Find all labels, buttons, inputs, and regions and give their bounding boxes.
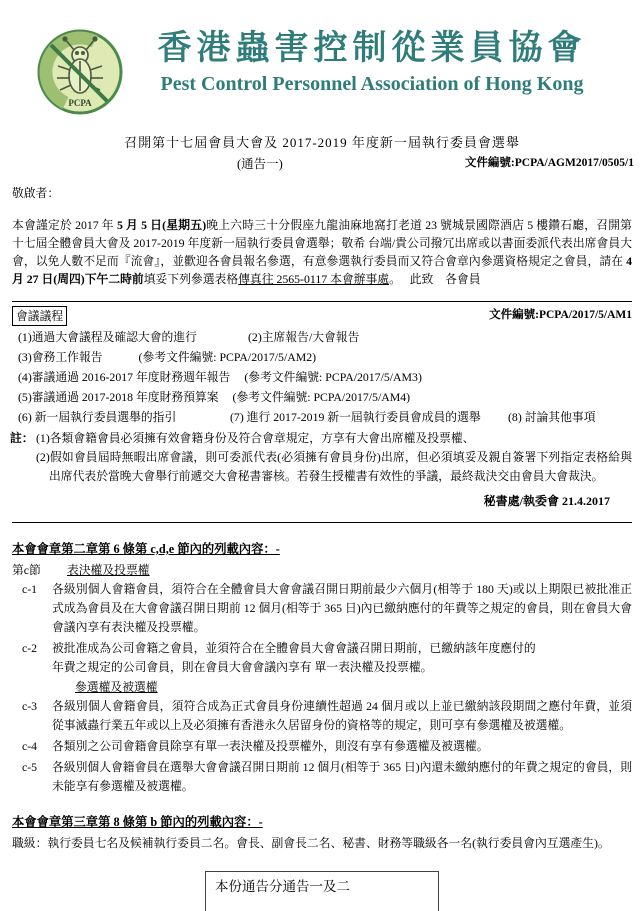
agenda-item-4: (4)審議通過 2016-2017 年度財務週年報告 xyxy=(18,370,231,384)
divider-middle xyxy=(12,522,632,523)
clause-c2-text xyxy=(52,639,632,677)
subsection-title: 參選權及被選權 xyxy=(75,680,158,694)
fax-instruction: 傳真往 2565-0117 本會辦事處 xyxy=(238,272,390,286)
clause-c2-line1: 被批准成為公司會籍之會員，並須符合在全體會員大會會議召開日期前，已繳納該年度應付的 xyxy=(52,641,536,655)
logo-text: PCPA xyxy=(68,98,92,108)
main-paragraph xyxy=(12,216,632,288)
clause-c2-line2: 年費之規定的公司會員，則在會員大會會議內享有 單一表決權及投票權。 xyxy=(52,660,433,674)
body-seg7: 。 此致 各會員 xyxy=(389,272,481,286)
clause-c4-text: 各類別之公司會籍會員除享有單一表決權及投票權外，則沒有享有參選權及被選權。 xyxy=(52,739,489,753)
agenda-item-6: (6) 新一屆執行委員選舉的指引 xyxy=(18,410,177,424)
notice-number: (通告一) xyxy=(237,157,283,171)
agenda-row-5 xyxy=(12,408,632,426)
clause-c5-text: 各級別個人會籍會員在選舉大會會議召開日期前 12 個月(相等于 365 日)內還未繳納應付的年費之規定的會員，則未能享有參選權及被選權。 xyxy=(52,760,633,793)
notes-section xyxy=(10,429,632,486)
clause-c3-label: c-3 xyxy=(22,699,38,713)
clause-c3 xyxy=(22,697,632,735)
agenda-item-2: (2)主席報告/大會報告 xyxy=(248,330,360,344)
agenda-item-5-ref: (參考文件編號: PCPA/2017/5/AM4) xyxy=(232,390,411,404)
agenda-item-3: (3)會務工作報告 xyxy=(18,350,103,364)
document-number: 文件編號:PCPA/AGM2017/0505/1 xyxy=(464,157,634,169)
agenda-header-row xyxy=(12,306,632,326)
agenda-row-1 xyxy=(12,328,632,346)
letter-body xyxy=(12,184,632,288)
agenda-item-7: (7) 進行 2017-2019 新一屆執行委員會成員的選舉 xyxy=(230,410,481,424)
body-seg5: 填妥下列參選表格 xyxy=(143,272,239,286)
body-seg3: 晚上六時三十分假座九龍油麻地窩打老道 23 號城景國際酒店 5 樓鑽石廳，召開第十七屆全體會員大會及 2017-2019 年度新一屆執行委員會選舉；敬希 台端/貴公司撥冗出席或以書面委派代表出席會員大會，以免人數不足而『流會』，並歡迎各會員報名參選，有意參選執行委員而又符合會章內參選資格規定之會員，請在 xyxy=(12,218,632,268)
notice-title: 召開第十七屆會員大會及 2017-2019 年度新一屆執行委員會選舉 xyxy=(124,135,520,150)
notes-label: 註： xyxy=(10,431,34,445)
notes-body xyxy=(36,429,632,486)
footer-notice-text: 本份通告分通告一及二 xyxy=(215,879,350,894)
agenda-item-5: (5)審議通過 2017-2018 年度財務預算案 xyxy=(18,390,219,404)
note-2: (2)假如會員屆時無暇出席會議，則可委派代表(必須擁有會員身份)出席，但必須填妥及親自簽署下列指定表格給與出席代表於當晚大會舉行前遞交大會秘書審核。若發生授權書有效性的爭議，最終裁決交由會員大會裁決。 xyxy=(36,450,632,483)
clause-c1-label: c-1 xyxy=(22,582,38,596)
deadline-date: 4 月 27 日(周四)下午二時前 xyxy=(12,254,632,286)
chapter3-text: 職級：執行委員七名及候補執行委員二名。會長、副會長二名、秘書、財務等職級各一名(執行委員會內互選產生)。 xyxy=(12,836,610,850)
pcpa-logo xyxy=(36,28,124,116)
clause-c4-label: c-4 xyxy=(22,739,38,753)
note-1: (1)各類會籍會員必須擁有效會籍身份及符合會章規定，方享有大會出席權及投票權、 xyxy=(36,431,475,445)
agenda-row-3 xyxy=(12,368,632,386)
association-title-en: Pest Control Personnel Association of Hong Kong xyxy=(160,73,584,96)
association-title-zh: 香港蟲害控制從業員協會 xyxy=(157,30,587,67)
body-seg1: 本會謹定於 2017 年 xyxy=(12,218,117,232)
salutation: 敬啟者： xyxy=(12,186,60,200)
clause-c2 xyxy=(22,639,632,677)
clause-c1 xyxy=(22,580,632,637)
meeting-date: 5 月 5 日(星期五) xyxy=(116,218,207,232)
divider-top xyxy=(12,301,632,302)
association-titles xyxy=(124,28,620,96)
agenda-document-number: 文件編號:PCPA/2017/5/AM1 xyxy=(489,309,632,321)
agenda-item-1: (1)通過大會議程及確認大會的進行 xyxy=(18,330,197,344)
clause-c5 xyxy=(22,758,632,796)
chapter2-heading: 本會會章第二章第 6 條第 c,d,e 節內的列載內容：- xyxy=(12,542,280,556)
clause-c4 xyxy=(22,737,632,756)
agenda-item-3-ref: (參考文件編號: PCPA/2017/5/AM2) xyxy=(138,350,317,364)
agenda-item-8: (8) 討論其他事項 xyxy=(508,410,596,424)
clause-c1-text: 各級別個人會籍會員，須符合在全體會員大會會議召開日期前最少六個月(相等于 180 天)或以上期限已被批准正式成為會員及在大會會議召開日期前 12 個月(相等于 365 日)內已繳納應付的年費等之規定的會員，則在會員大會會議內享有表決權及投票權。 xyxy=(52,582,633,634)
chapter3-heading: 本會會章第三章第 8 條第 b 節內的列載內容：- xyxy=(12,815,263,829)
clause-c3-text: 各級別個人會籍會員，須符合成為正式會員身份連續性超過 24 個月或以上並已繳納該段期間之應付年費，並須從事滅蟲行業五年或以上及必須擁有香港永久居留身份的資格等的規定，則可享有參選權及被選權。 xyxy=(52,699,632,732)
clause-c2-label: c-2 xyxy=(22,641,38,655)
section-c-label: 第c節 xyxy=(12,563,41,577)
notice-heading-block xyxy=(0,132,644,172)
footer-notice-box xyxy=(205,871,439,911)
notice-subtitle-row xyxy=(0,154,644,172)
agenda-section-label: 會議議程 xyxy=(12,306,67,326)
clause-c5-label: c-5 xyxy=(22,760,38,774)
section-c-title: 表決權及投票權 xyxy=(66,563,150,577)
agenda-row-4 xyxy=(12,388,632,406)
association-header xyxy=(36,28,620,116)
signature-line: 秘書處/執委會 21.4.2017 xyxy=(483,494,610,508)
section-c-row xyxy=(12,561,632,578)
agenda-item-4-ref: (參考文件編號: PCPA/2017/5/AM3) xyxy=(244,370,422,384)
agenda-row-2 xyxy=(12,348,632,366)
agenda-section xyxy=(12,306,632,426)
